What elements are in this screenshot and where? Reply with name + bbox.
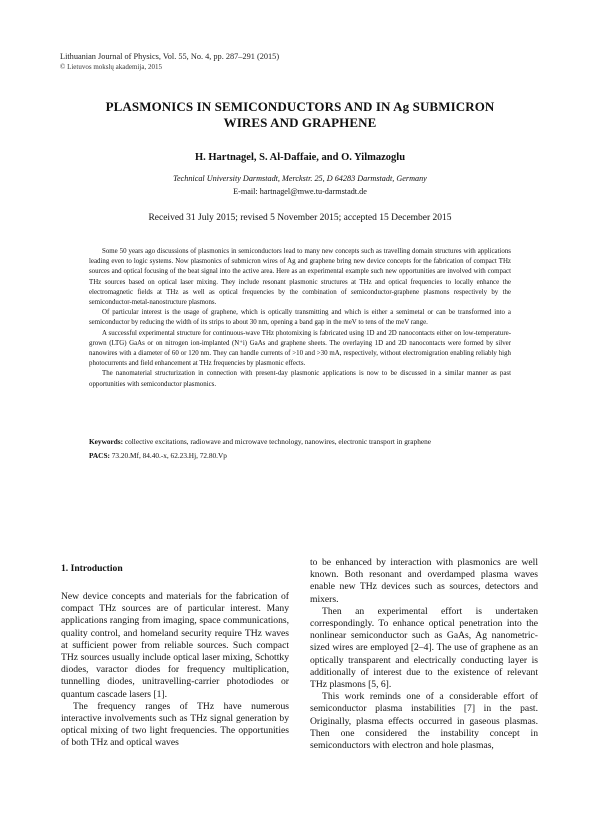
title-line-1: PLASMONICS IN SEMICONDUCTORS AND IN Ag SUBMICRON: [105, 99, 495, 114]
keywords-label: Keywords:: [89, 437, 124, 446]
abstract-paragraph: Some 50 years ago discussions of plasmonics in semiconductors lead to many new concepts such as travelling domain structures with applications leading even to logic systems. Now plasmonics of submicron wires of Ag and graphene bring new device concepts for the fabrication of compact THz sources and optical focusing of the beat signal into the active area. Here as an experimental example such new opportunities are involved with compact THz sources based on optical laser mixing. They include resonant plasmonic structures at THz and optical frequencies to locally enhance the electromagnetic fields at THz as well as optical frequencies by the combination of semiconductor-graphene plasmons respectively by the semiconductor-metal-nanostructure plasmons.: [89, 248, 511, 307]
section-heading-introduction: 1. Introduction: [61, 563, 123, 574]
pacs-codes: [89, 451, 511, 461]
body-paragraph: Then an experimental effort is undertaken correspondingly. To enhance optical penetration into the nonlinear semiconductor such as GaAs, Ag nanometric-sized wires are employed [2–4]. The use of graphene as an optically transparent and electrically conducting layer is additionally of interest due to the existence of relevant THz plasmons [5, 6].: [310, 605, 538, 691]
pacs-text: 73.20.Mf, 84.40.-x, 62.23.Hj, 72.80.Vp: [111, 451, 227, 460]
abstract-paragraph: A successful experimental structure for continuous-wave THz photomixing is fabricated using 1D and 2D nanocontacts either on low-temperature-grown (LTG) GaAs or on nitrogen ion-implanted (N⁺i) GaAs and graphene sheets. The overlaying 1D and 2D nanocontacts were formed by silver nanowires with a diameter of 60 or 120 nm. They can handle currents of >10 and >30 mA, respectively, without electromigration enabling reliably high photocurrents and field enhancement at THz frequencies by plasmonic effects.: [89, 329, 511, 368]
journal-copyright: © Lietuvos mokslų akademija, 2015: [60, 63, 162, 71]
received-dates: Received 31 July 2015; revised 5 November 2015; accepted 15 December 2015: [148, 213, 452, 223]
paper-title: [60, 99, 540, 131]
keywords: [89, 437, 511, 447]
title-line-2: WIRES AND GRAPHENE: [223, 115, 377, 130]
body-paragraph: to be enhanced by interaction with plasmonics are well known. Both resonant and overdamped plasma waves enable new THz devices such as sources, detectors and mixers.: [310, 557, 538, 605]
affiliation: Technical University Darmstadt, Merckstr. 25, D 64283 Darmstadt, Germany: [173, 174, 427, 183]
contact-email: E-mail: hartnagel@mwe.tu-darmstadt.de: [233, 187, 367, 196]
body-column-right: [310, 557, 538, 752]
author-list: H. Hartnagel, S. Al-Daffaie, and O. Yilmazoglu: [194, 152, 406, 163]
abstract: [89, 247, 511, 390]
body-paragraph: The frequency ranges of THz have numerous interactive involvements such as THz signal generation by optical mixing of two light frequencies. The opportunities of both THz and optical waves: [61, 700, 289, 749]
abstract-paragraph: Of particular interest is the usage of graphene, which is optically transmitting and which is either a semimetal or can be transformed into a semiconductor by reducing the width of its strips to about 30 nm, opening a band gap in the meV to tens of the meV range.: [89, 309, 511, 327]
journal-citation: Lithuanian Journal of Physics, Vol. 55, No. 4, pp. 287–291 (2015): [60, 52, 280, 61]
keywords-text: collective excitations, radiowave and microwave technology, nanowires, electronic transport in graphene: [124, 437, 431, 446]
body-column-left: [61, 557, 289, 750]
body-paragraph: New device concepts and materials for the fabrication of compact THz sources are of particular interest. Many applications ranging from imaging, space communications, quality control, and homeland security require THz waves at sufficient power from reliable sources. Such compact THz sources usually include optical laser mixing, Schottky diodes, varactor diodes for frequency multiplication, tunnelling diodes, unitravelling-carrier photodiodes or quantum cascade lasers [1].: [61, 591, 289, 700]
journal-header: [60, 51, 540, 72]
body-paragraph: This work reminds one of a considerable effort of semiconductor plasma instabilities [7] in the past. Originally, plasma effects occurred in gaseous plasmas. Then one considered the instability concept in semiconductors with electron and hole plasmas,: [310, 691, 538, 752]
abstract-paragraph: The nanomaterial structurization in connection with present-day plasmonic applications is now to be discussed in a similar manner as past opportunities with semiconductor plasmonics.: [89, 370, 511, 388]
pacs-label: PACS:: [89, 451, 110, 460]
